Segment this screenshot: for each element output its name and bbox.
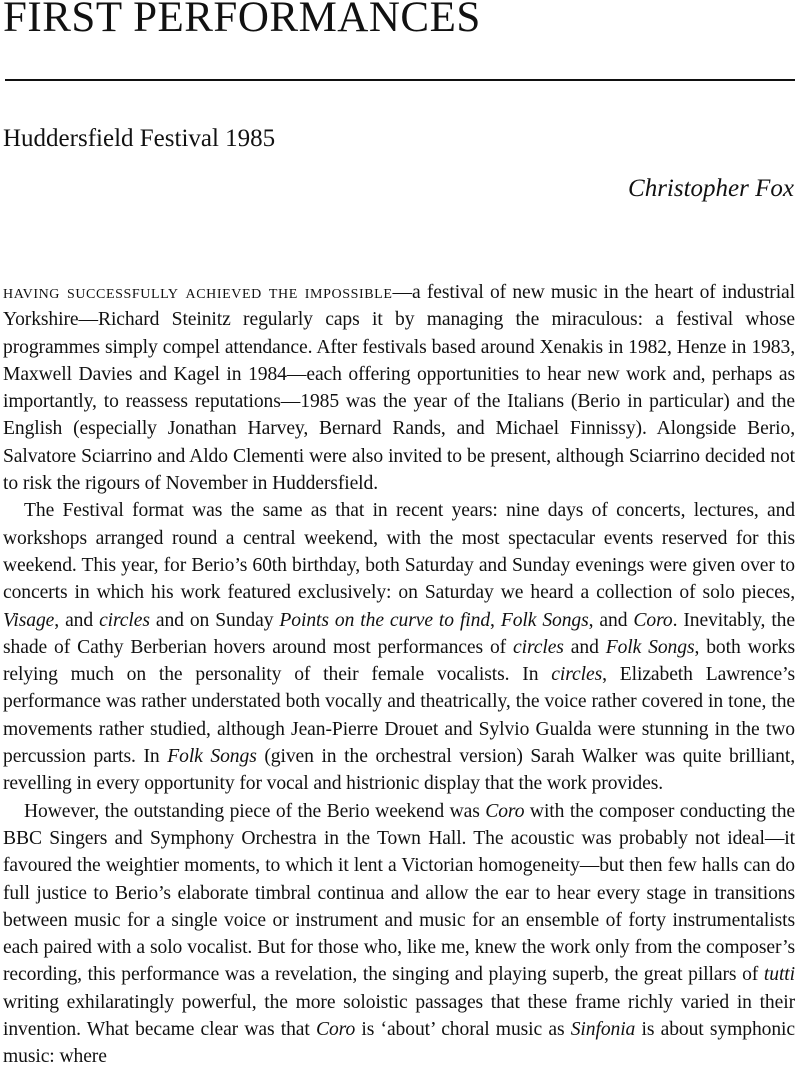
text-run: , Elizabeth Lawrence’s performance was rather understated both vocally and theatrically, the voice rather covered in tone, the movements rather studied, although Jean-Pierre Drouet and Sylvio Gualda were stunning in the two percussion parts. In xyxy=(3,664,795,768)
paragraph xyxy=(3,798,795,1071)
text-run: (given in the orchestral version) Sarah Walker was quite brilliant, revelling in every opportunity for vocal and histrionic display that the work provides. xyxy=(3,746,795,795)
section-title: FIRST PERFORMANCES xyxy=(3,0,481,41)
italic-text: circles xyxy=(99,609,150,631)
paragraph xyxy=(3,497,795,797)
section-divider xyxy=(5,79,795,81)
text-run: with the composer conducting the BBC Singers and Symphony Orchestra in the Town Hall. The acoustic was probably not ideal—it favoured the weightier moments, to which it lent a Victorian homogeneity—but then few halls can do full justice to Berio’s elaborate timbral continua and allow the ear to hear every stage in transitions between music for a single voice or instrument and music for an ensemble of forty instrumentalists each paired with a solo vocalist. But for those who, like me, knew the work only from the composer’s recording, this performance was a revelation, the singing and playing superb, the great pillars of xyxy=(3,800,795,986)
italic-text: Points on the curve to find xyxy=(279,609,491,631)
italic-text: Coro xyxy=(316,1019,356,1041)
paragraph xyxy=(3,279,795,497)
italic-text: Visage xyxy=(3,609,55,631)
text-run: is ‘about’ choral music as xyxy=(355,1019,571,1041)
italic-text: Folk Songs xyxy=(605,636,695,658)
italic-text: Folk Songs xyxy=(167,746,257,768)
text-run: —a festival of new music in the heart of industrial Yorkshire—Richard Steinitz regularly caps it by managing the miraculous: a festival whose programmes simply compel attendance. After festivals based around Xenakis in 1982, Henze in 1983, Maxwell Davies and Kagel in 1984—each offering opportunities to hear new work and, perhaps as importantly, to reassess reputations—1985 was the year of the Italians (Berio in particular) and the English (especially Jonathan Harvey, Bernard Rands, and Michael Finnissy). Alongside Berio, Salvatore Sciarrino and Aldo Clementi were also invited to be present, although Sciarrino decided not to risk the rigours of November in Huddersfield. xyxy=(3,282,795,495)
text-run: , both works relying much on the personality of their female vocalists. In xyxy=(3,636,795,686)
italic-text: Folk Songs xyxy=(500,609,589,631)
text-run: The Festival format was the same as that in recent years: nine days of concerts, lectures, and workshops arranged round a central weekend, with the most spectacular events reserved for this weekend. This year, for Berio’s 60th birthday, both Saturday and Sunday evenings were given over to concerts in which his work featured exclusively: on Saturday we heard a collection of solo pieces, xyxy=(3,500,795,604)
text-run: , and xyxy=(54,609,100,631)
text-run: and on Sunday xyxy=(149,609,280,631)
italic-text: Sinfonia xyxy=(570,1019,636,1041)
small-caps-lead: having successfully achieved the impossible xyxy=(3,282,393,303)
text-run: , xyxy=(490,609,501,631)
italic-text: circles xyxy=(513,636,564,658)
text-run: However, the outstanding piece of the Berio weekend was xyxy=(24,800,486,822)
text-run: . Inevitably, the shade of Cathy Berberian hovers around most performances of xyxy=(3,609,795,658)
italic-text: Coro xyxy=(633,609,673,631)
article-body xyxy=(3,279,795,1071)
text-run: writing exhilaratingly powerful, the more soloistic passages that these frame richly varied in their invention. What became clear was that xyxy=(3,991,795,1041)
italic-text: tutti xyxy=(763,964,795,986)
text-run: , and xyxy=(588,609,634,631)
italic-text: Coro xyxy=(485,800,525,822)
text-run: and xyxy=(563,636,606,658)
text-run: is about symphonic music: where xyxy=(3,1019,795,1068)
article-title: Huddersfield Festival 1985 xyxy=(3,125,276,152)
author-byline: Christopher Fox xyxy=(628,175,794,202)
italic-text: circles xyxy=(551,664,603,686)
